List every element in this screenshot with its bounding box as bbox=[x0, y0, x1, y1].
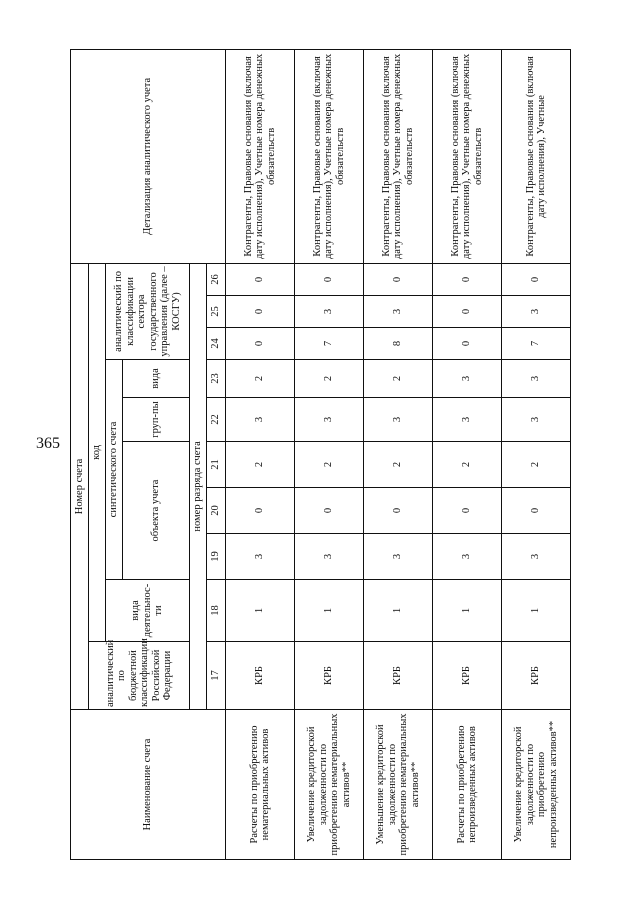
cell-digit-26: 0 bbox=[226, 263, 295, 295]
cell-budget: КРБ bbox=[502, 642, 571, 710]
cell-digit-20: 0 bbox=[502, 488, 571, 534]
table-row bbox=[502, 49, 571, 859]
header-kosgu: аналитический по классификации сектора государственного управления (далее – КОСГУ) bbox=[106, 263, 190, 359]
cell-digit-21: 2 bbox=[226, 442, 295, 488]
cell-digit-24: 7 bbox=[502, 328, 571, 360]
cell-digit-21: 2 bbox=[502, 442, 571, 488]
page-number: 365 bbox=[36, 435, 60, 452]
cell-name: Увеличение кредиторской задолженности по приобретению непроизведенных активов** bbox=[502, 710, 571, 860]
cell-digit-22: 3 bbox=[295, 398, 364, 442]
cell-detail: Контрагенты, Правовые основания (включая дату исполнения), Учетные bbox=[502, 49, 571, 263]
column-number: 22 bbox=[207, 398, 226, 442]
cell-digit-21: 2 bbox=[295, 442, 364, 488]
cell-detail: Контрагенты, Правовые основания (включая дату исполнения), Учетные номера денежных обязательств bbox=[295, 49, 364, 263]
cell-digit-19: 3 bbox=[433, 534, 502, 580]
cell-digit-19: 3 bbox=[295, 534, 364, 580]
header-activity: вида деятельнос-ти bbox=[106, 580, 190, 642]
cell-digit-19: 3 bbox=[364, 534, 433, 580]
cell-digit-19: 3 bbox=[502, 534, 571, 580]
cell-activity: 1 bbox=[433, 580, 502, 642]
cell-digit-26: 0 bbox=[364, 263, 433, 295]
header-synthetic: синтетического счета bbox=[106, 360, 123, 580]
cell-digit-22: 3 bbox=[364, 398, 433, 442]
column-number: 23 bbox=[207, 360, 226, 398]
column-number: 19 bbox=[207, 534, 226, 580]
cell-digit-21: 2 bbox=[433, 442, 502, 488]
cell-digit-20: 0 bbox=[295, 488, 364, 534]
cell-digit-25: 3 bbox=[364, 296, 433, 328]
cell-name: Расчеты по приобретению нематериальных активов bbox=[226, 710, 295, 860]
cell-digit-26: 0 bbox=[502, 263, 571, 295]
cell-digit-23: 2 bbox=[364, 360, 433, 398]
cell-budget: КРБ bbox=[364, 642, 433, 710]
header-object: объекта учета bbox=[123, 442, 190, 580]
header-detail: Детализация аналитического учета bbox=[71, 49, 226, 263]
header-budget: аналитический по бюджетной классификации Российской Федерации bbox=[89, 642, 190, 710]
cell-digit-23: 2 bbox=[226, 360, 295, 398]
cell-digit-25: 3 bbox=[502, 296, 571, 328]
cell-digit-19: 3 bbox=[226, 534, 295, 580]
cell-name: Уменьшение кредиторской задолженности по приобретению нематериальных активов** bbox=[364, 710, 433, 860]
table-row bbox=[364, 49, 433, 859]
cell-detail: Контрагенты, Правовые основания (включая дату исполнения), Учетные номера денежных обязательств bbox=[364, 49, 433, 263]
cell-digit-22: 3 bbox=[226, 398, 295, 442]
cell-name: Расчеты по приобретению непроизведенных активов bbox=[433, 710, 502, 860]
cell-digit-25: 3 bbox=[295, 296, 364, 328]
account-table bbox=[70, 49, 571, 860]
header-digit: номер разряда счета bbox=[190, 263, 207, 709]
table-row bbox=[295, 49, 364, 859]
cell-digit-22: 3 bbox=[433, 398, 502, 442]
cell-activity: 1 bbox=[226, 580, 295, 642]
cell-digit-23: 3 bbox=[502, 360, 571, 398]
cell-digit-24: 0 bbox=[226, 328, 295, 360]
header-name: Наименование счета bbox=[71, 710, 226, 860]
cell-digit-26: 0 bbox=[433, 263, 502, 295]
cell-digit-23: 2 bbox=[295, 360, 364, 398]
column-number: 21 bbox=[207, 442, 226, 488]
column-number: 26 bbox=[207, 263, 226, 295]
cell-digit-22: 3 bbox=[502, 398, 571, 442]
table-row bbox=[226, 49, 295, 859]
header-group: груп-пы bbox=[123, 398, 190, 442]
cell-name: Увеличение кредиторской задолженности по приобретению нематериальных активов** bbox=[295, 710, 364, 860]
rotated-page bbox=[70, 50, 640, 860]
cell-digit-25: 0 bbox=[226, 296, 295, 328]
column-number: 18 bbox=[207, 580, 226, 642]
cell-digit-20: 0 bbox=[364, 488, 433, 534]
cell-detail: Контрагенты, Правовые основания (включая дату исполнения), Учетные номера денежных обязательств bbox=[433, 49, 502, 263]
header-account-number: Номер счета bbox=[71, 263, 89, 709]
column-number: 24 bbox=[207, 328, 226, 360]
cell-activity: 1 bbox=[295, 580, 364, 642]
cell-digit-23: 3 bbox=[433, 360, 502, 398]
cell-detail: Контрагенты, Правовые основания (включая дату исполнения), Учетные номера денежных обязательств bbox=[226, 49, 295, 263]
cell-digit-26: 0 bbox=[295, 263, 364, 295]
cell-digit-25: 0 bbox=[433, 296, 502, 328]
column-number: 17 bbox=[207, 642, 226, 710]
cell-digit-24: 7 bbox=[295, 328, 364, 360]
table-row bbox=[433, 49, 502, 859]
cell-digit-24: 0 bbox=[433, 328, 502, 360]
cell-digit-21: 2 bbox=[364, 442, 433, 488]
cell-digit-20: 0 bbox=[433, 488, 502, 534]
column-number: 25 bbox=[207, 296, 226, 328]
cell-digit-20: 0 bbox=[226, 488, 295, 534]
header-code: код bbox=[89, 263, 106, 641]
cell-activity: 1 bbox=[364, 580, 433, 642]
cell-budget: КРБ bbox=[226, 642, 295, 710]
cell-digit-24: 8 bbox=[364, 328, 433, 360]
cell-budget: КРБ bbox=[433, 642, 502, 710]
header-kind: вида bbox=[123, 360, 190, 398]
cell-activity: 1 bbox=[502, 580, 571, 642]
column-number: 20 bbox=[207, 488, 226, 534]
cell-budget: КРБ bbox=[295, 642, 364, 710]
